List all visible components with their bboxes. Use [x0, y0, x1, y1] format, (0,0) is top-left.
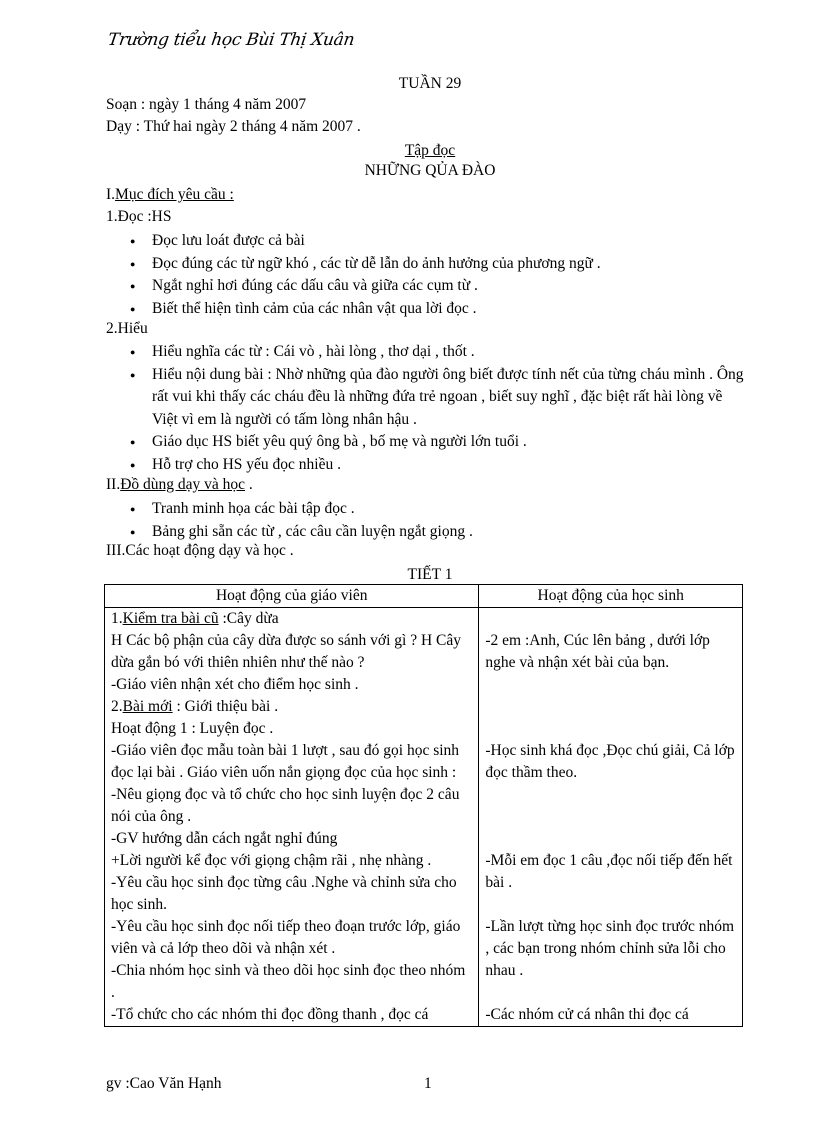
- check-label: Kiểm tra bài cũ: [122, 610, 219, 627]
- teacher-step: -Yêu cầu học sinh đọc từng câu .Nghe và chỉnh sửa cho học sinh.: [111, 874, 457, 913]
- new-lesson-label: Bài mới: [122, 698, 173, 715]
- list-item: ● Biết thể hiện tình cảm của các nhân vật qua lời đọc .: [130, 298, 601, 321]
- check-rest: :Cây dừa: [218, 610, 279, 627]
- review-question: H Các bộ phận của cây dừa được so sánh với gì ? H Cây dừa gắn bó với thiên nhiên như thế nào ?: [111, 632, 461, 671]
- teacher-activities-cell: [105, 608, 479, 1027]
- list-item: ● Tranh minh họa các bài tập đọc .: [130, 498, 473, 521]
- check-heading: [111, 608, 472, 630]
- section2-prefix: II.: [106, 476, 121, 493]
- list-item: ● Đọc lưu loát được cả bài: [130, 230, 601, 253]
- student-activities-cell: [479, 608, 743, 1027]
- student-step: -Lần lượt từng học sinh đọc trước nhóm , các bạn trong nhóm chỉnh sửa lỗi cho nhau .: [485, 918, 735, 979]
- teacher-column-header: Hoạt động của giáo viên: [105, 585, 479, 608]
- read-objectives-list: [130, 230, 601, 320]
- section1-title: Mục đích yêu cầu :: [115, 186, 234, 203]
- list-item: ● Hỗ trợ cho HS yếu đọc nhiều .: [130, 454, 750, 477]
- activities-table: [104, 584, 743, 1027]
- section3-heading: III.Các hoạt động dạy và học .: [106, 542, 294, 559]
- teacher-step: +Lời người kể đọc với giọng chậm rãi , nhẹ nhàng .: [111, 852, 432, 869]
- period-label: TIẾT 1: [407, 566, 453, 583]
- sub2-label: 2.Hiểu: [106, 320, 148, 337]
- section2-suffix: .: [245, 476, 253, 493]
- materials-list: [130, 498, 473, 543]
- grading-line: -Giáo viên nhận xét cho điểm học sinh .: [111, 676, 359, 693]
- understand-objectives-list: [130, 341, 750, 476]
- section1-heading: [106, 186, 234, 204]
- section2-heading: [106, 476, 253, 494]
- list-item: ● Hiểu nghĩa các từ : Cái vò , hài lòng , thơ dại , thốt .: [130, 341, 750, 364]
- student-step: -Học sinh khá đọc ,Đọc chú giải, Cả lớp đọc thầm theo.: [485, 742, 735, 781]
- new-lesson-rest: : Giới thiệu bài .: [172, 698, 279, 715]
- teacher-name: gv :Cao Văn Hạnh: [106, 1075, 222, 1092]
- sub1-label: 1.Đọc :HS: [106, 208, 172, 225]
- list-item: ● Bảng ghi sẵn các từ , các câu cần luyện ngắt giọng .: [130, 521, 473, 544]
- teacher-step: -Tổ chức cho các nhóm thi đọc đồng thanh , đọc cá: [111, 1006, 429, 1023]
- list-item: ● Đọc đúng các từ ngữ khó , các từ dễ lẫn do ảnh hưởng của phương ngữ .: [130, 253, 601, 276]
- teach-date: Dạy : Thứ hai ngày 2 tháng 4 năm 2007 .: [106, 118, 361, 135]
- list-item: ● Ngắt nghỉ hơi đúng các dấu câu và giữa các cụm từ .: [130, 275, 601, 298]
- section1-prefix: I.: [106, 186, 116, 203]
- new-lesson-heading: [111, 696, 472, 718]
- new-lesson-num: 2.: [111, 698, 123, 715]
- teacher-step: -Chia nhóm học sinh và theo dõi học sinh đọc theo nhóm .: [111, 962, 466, 1001]
- lesson-title: NHỮNG QỦA ĐÀO: [364, 162, 496, 179]
- subject-title: Tập đọc: [404, 142, 456, 159]
- list-item: ● Hiểu nội dung bài : Nhờ những qủa đào người ông biết được tính nết của từng cháu mình . Ông rất vui khi thấy các cháu đều là những đứa trẻ ngoan , biết suy nghĩ , đặc biệt rất hài lòng về Việt vì em là người có tấm lòng nhân hậu .: [130, 364, 750, 432]
- activity1-heading: Hoạt động 1 : Luyện đọc .: [111, 720, 274, 737]
- teacher-step: -Nêu giọng đọc và tổ chức cho học sinh luyện đọc 2 câu nói của ông .: [111, 786, 460, 825]
- week-label: TUẦN 29: [398, 75, 462, 92]
- check-num: 1.: [111, 610, 123, 627]
- student-step: -Các nhóm cử cá nhân thi đọc cá: [485, 1006, 689, 1023]
- student-step: -Mỗi em đọc 1 câu ,đọc nối tiếp đến hết bài .: [485, 852, 733, 891]
- school-signature: Trường tiểu học Bùi Thị Xuân: [106, 30, 356, 50]
- teacher-step: -Giáo viên đọc mẫu toàn bài 1 lượt , sau đó gọi học sinh đọc lại bài . Giáo viên uốn nắn giọng đọc của học sinh :: [111, 742, 460, 781]
- student-column-header: Hoạt động của học sinh: [479, 585, 743, 608]
- section2-title: Đồ dùng dạy và học: [120, 476, 246, 493]
- teacher-step: -Yêu cầu học sinh đọc nối tiếp theo đoạn trước lớp, giáo viên và cả lớp theo dõi và nhận xét .: [111, 918, 461, 957]
- student-step: -2 em :Anh, Cúc lên bảng , dưới lớp nghe và nhận xét bài của bạn.: [485, 632, 710, 671]
- plan-date: Soạn : ngày 1 tháng 4 năm 2007: [106, 96, 307, 113]
- teacher-step: -GV hướng dẫn cách ngắt nghỉ đúng: [111, 830, 338, 847]
- page-number: 1: [424, 1075, 432, 1092]
- list-item: ● Giáo dục HS biết yêu quý ông bà , bố mẹ và người lớn tuổi .: [130, 431, 750, 454]
